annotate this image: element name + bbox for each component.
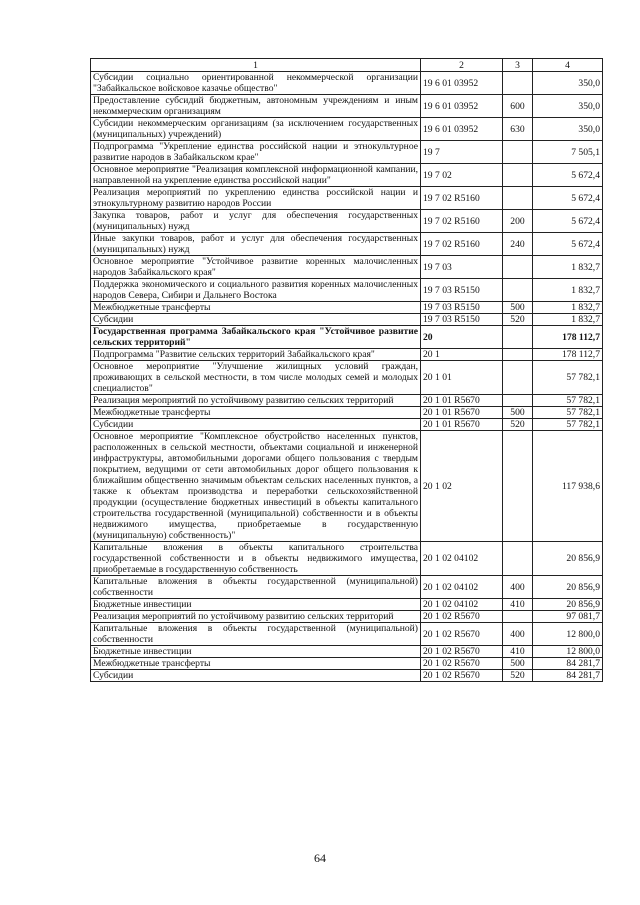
row-name: Иные закупки товаров, работ и услуг для обеспечения государственных (муниципальных) нужд [91,233,421,256]
row-amount: 5 672,4 [533,164,603,187]
row-name: Предоставление субсидий бюджетным, автономным учреждениям и иным некоммерческим организациям [91,95,421,118]
header-col-4: 4 [533,59,603,72]
row-name: Субсидии [91,670,421,682]
row-expense-type: 500 [503,407,533,419]
row-code: 20 1 02 04102 [421,542,503,576]
row-code: 19 6 01 03952 [421,118,503,141]
row-code: 19 6 01 03952 [421,95,503,118]
table-row [91,670,603,682]
table-row [91,72,603,95]
row-code: 19 7 03 R5150 [421,302,503,314]
row-name: Реализация мероприятий по укреплению единства российской нации и этнокультурному развитию народов России [91,187,421,210]
table-row [91,431,603,542]
row-amount: 57 782,1 [533,361,603,395]
table-row [91,349,603,361]
table-row [91,233,603,256]
row-expense-type: 400 [503,623,533,646]
row-name: Капитальные вложения в объекты государственной (муниципальной) собственности [91,576,421,599]
row-name: Государственная программа Забайкальского края "Устойчивое развитие сельских территорий" [91,326,421,349]
table-row [91,326,603,349]
table-row [91,256,603,279]
budget-table [90,58,603,682]
row-code: 19 7 03 [421,256,503,279]
table-row [91,210,603,233]
row-name: Субсидии социально ориентированной некоммерческой организации "Забайкальское войсковое казачье общество" [91,72,421,95]
row-amount: 84 281,7 [533,658,603,670]
row-code: 20 1 02 R5670 [421,658,503,670]
row-amount: 7 505,1 [533,141,603,164]
row-name: Субсидии [91,314,421,326]
row-code: 20 1 01 R5670 [421,407,503,419]
row-name: Основное мероприятие "Устойчивое развитие коренных малочисленных народов Забайкальского края" [91,256,421,279]
row-code: 19 7 02 [421,164,503,187]
row-code: 19 6 01 03952 [421,72,503,95]
table-row [91,141,603,164]
row-name: Капитальные вложения в объекты капитального строительства государственной собственности и в объекты недвижимого имущества, приобретаемые в государственную собственность [91,542,421,576]
row-expense-type [503,542,533,576]
row-expense-type [503,395,533,407]
header-col-1: 1 [91,59,421,72]
table-row [91,599,603,611]
row-amount: 350,0 [533,95,603,118]
row-name: Основное мероприятие "Комплексное обустройство населенных пунктов, расположенных в сельской местности, объектами социальной и инженерной инфраструктуры, автомобильными дорогами общего пользования с твердым покрытием, ведущими от сети автомобильных дорог общего пользования к ближайшим общественно значимым объектам сельских населенных пунктов, а также к объектам производства и переработки сельскохозяйственной продукции (осуществление бюджетных инвестиций в объекты капитального строительства государственной (муниципальной) собственности и в объекты недвижимого имущества, приобретаемые в государственную (муниципальную) собственность)" [91,431,421,542]
row-amount: 1 832,7 [533,256,603,279]
row-expense-type: 400 [503,576,533,599]
row-amount: 84 281,7 [533,670,603,682]
row-code: 20 1 02 R5670 [421,646,503,658]
row-name: Подпрограмма "Развитие сельских территорий Забайкальского края" [91,349,421,361]
table-row [91,314,603,326]
table-header-row [91,59,603,72]
row-code: 19 7 03 R5150 [421,314,503,326]
row-code: 20 1 02 R5670 [421,670,503,682]
row-expense-type: 520 [503,314,533,326]
row-name: Основное мероприятие "Улучшение жилищных условий граждан, проживающих в сельской местности, в том числе молодых семей и молодых специалистов" [91,361,421,395]
row-name: Межбюджетные трансферты [91,658,421,670]
row-code: 19 7 02 R5160 [421,210,503,233]
row-expense-type [503,431,533,542]
table-row [91,611,603,623]
row-expense-type [503,141,533,164]
row-expense-type: 240 [503,233,533,256]
row-amount: 20 856,9 [533,576,603,599]
row-amount: 178 112,7 [533,326,603,349]
row-name: Субсидии [91,419,421,431]
row-code: 20 1 [421,349,503,361]
row-code: 20 1 02 04102 [421,599,503,611]
row-code: 20 1 01 [421,361,503,395]
row-amount: 5 672,4 [533,187,603,210]
row-name: Бюджетные инвестиции [91,646,421,658]
row-expense-type [503,256,533,279]
row-amount: 350,0 [533,118,603,141]
row-code: 19 7 02 R5160 [421,233,503,256]
table-row [91,419,603,431]
row-amount: 1 832,7 [533,314,603,326]
row-amount: 57 782,1 [533,419,603,431]
row-expense-type [503,361,533,395]
row-name: Подпрограмма "Укрепление единства российской нации и этнокультурное развитие народов в Забайкальском крае" [91,141,421,164]
table-row [91,118,603,141]
row-expense-type: 410 [503,646,533,658]
table-row [91,407,603,419]
row-amount: 1 832,7 [533,279,603,302]
row-amount: 12 800,0 [533,646,603,658]
row-expense-type [503,349,533,361]
table-row [91,187,603,210]
row-code: 19 7 [421,141,503,164]
row-name: Реализация мероприятий по устойчивому развитию сельских территорий [91,395,421,407]
table-row [91,302,603,314]
row-name: Основное мероприятие "Реализация комплексной информационной кампании, направленной на укрепление единства российской нации" [91,164,421,187]
row-amount: 350,0 [533,72,603,95]
row-code: 19 7 03 R5150 [421,279,503,302]
row-code: 20 [421,326,503,349]
table-row [91,646,603,658]
row-name: Межбюджетные трансферты [91,407,421,419]
row-name: Субсидии некоммерческим организациям (за исключением государственных (муниципальных) учреждений) [91,118,421,141]
table-body [91,72,603,682]
table-row [91,279,603,302]
row-expense-type: 200 [503,210,533,233]
row-expense-type [503,326,533,349]
row-name: Капитальные вложения в объекты государственной (муниципальной) собственности [91,623,421,646]
row-expense-type: 500 [503,302,533,314]
row-amount: 57 782,1 [533,395,603,407]
row-name: Закупка товаров, работ и услуг для обеспечения государственных (муниципальных) нужд [91,210,421,233]
row-expense-type [503,279,533,302]
row-expense-type: 410 [503,599,533,611]
row-expense-type [503,164,533,187]
header-col-2: 2 [421,59,503,72]
row-code: 20 1 02 R5670 [421,611,503,623]
row-amount: 20 856,9 [533,542,603,576]
row-expense-type: 520 [503,419,533,431]
table-row [91,95,603,118]
header-col-3: 3 [503,59,533,72]
row-amount: 178 112,7 [533,349,603,361]
row-amount: 5 672,4 [533,233,603,256]
table-row [91,361,603,395]
table-row [91,395,603,407]
row-expense-type: 630 [503,118,533,141]
row-name: Межбюджетные трансферты [91,302,421,314]
row-code: 20 1 01 R5670 [421,419,503,431]
row-name: Бюджетные инвестиции [91,599,421,611]
table-row [91,623,603,646]
row-amount: 20 856,9 [533,599,603,611]
row-amount: 1 832,7 [533,302,603,314]
page-number: 64 [314,851,326,865]
row-code: 19 7 02 R5160 [421,187,503,210]
row-amount: 57 782,1 [533,407,603,419]
row-expense-type [503,72,533,95]
row-code: 20 1 01 R5670 [421,395,503,407]
row-amount: 5 672,4 [533,210,603,233]
row-expense-type [503,187,533,210]
row-code: 20 1 02 R5670 [421,623,503,646]
row-amount: 97 081,7 [533,611,603,623]
row-name: Реализация мероприятий по устойчивому развитию сельских территорий [91,611,421,623]
table-row [91,576,603,599]
row-expense-type [503,611,533,623]
row-name: Поддержка экономического и социального развития коренных малочисленных народов Севера, Сибири и Дальнего Востока [91,279,421,302]
row-expense-type: 520 [503,670,533,682]
table-row [91,542,603,576]
row-amount: 117 938,6 [533,431,603,542]
row-expense-type: 500 [503,658,533,670]
table-row [91,658,603,670]
row-code: 20 1 02 [421,431,503,542]
row-code: 20 1 02 04102 [421,576,503,599]
row-expense-type: 600 [503,95,533,118]
row-amount: 12 800,0 [533,623,603,646]
table-row [91,164,603,187]
